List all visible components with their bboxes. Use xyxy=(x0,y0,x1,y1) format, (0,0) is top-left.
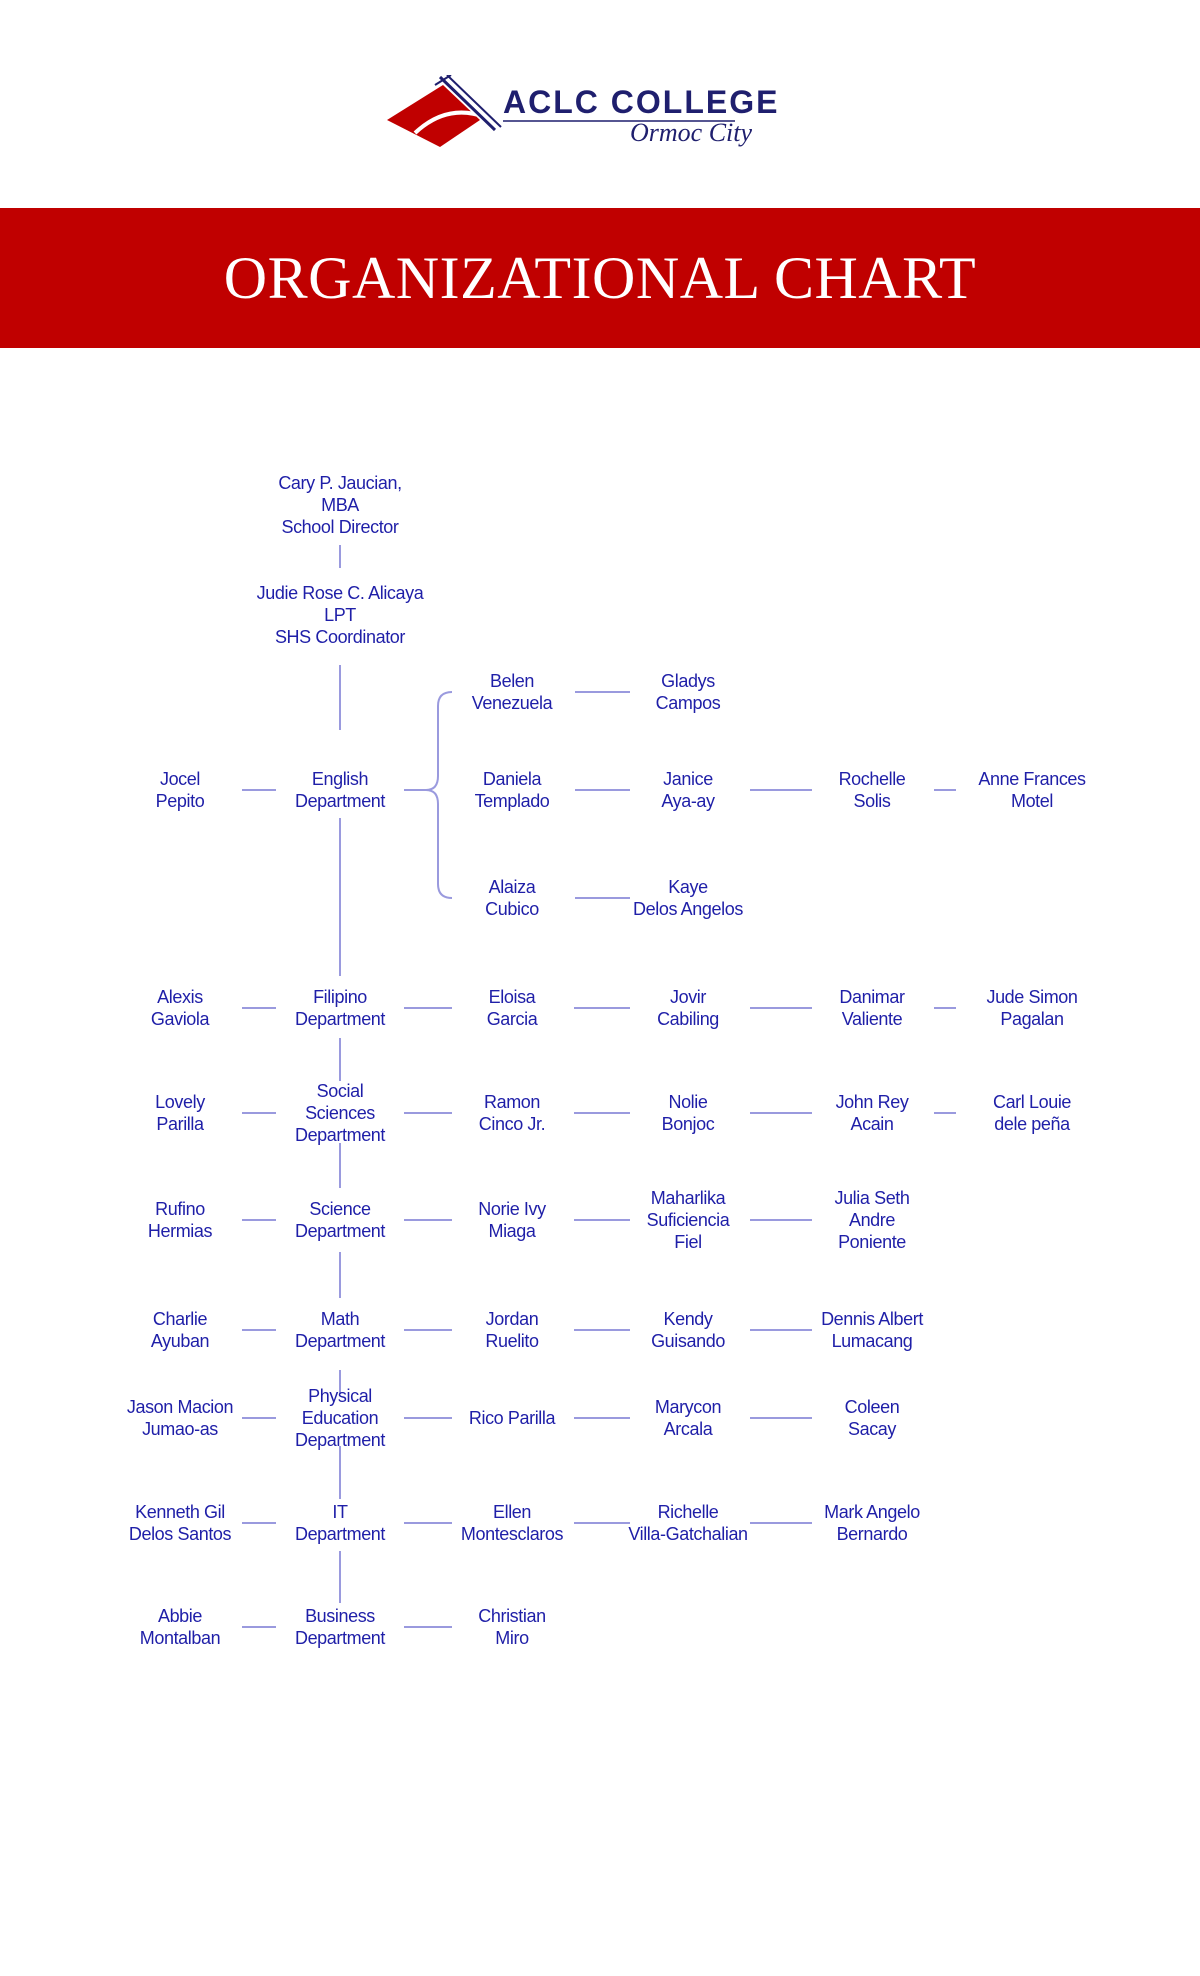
staff-english-0-0-line: Belen xyxy=(489,671,535,691)
department-head-1 xyxy=(151,986,209,1030)
staff-english-1-3-line: Motel xyxy=(1010,791,1054,811)
staff-6-0 xyxy=(461,1501,563,1545)
staff-2-3-line: Carl Louie xyxy=(992,1092,1072,1112)
staff-6-2-line: Mark Angelo xyxy=(824,1502,920,1522)
department-head-6 xyxy=(129,1501,231,1545)
staff-5-1-line: Marycon xyxy=(654,1397,722,1417)
department-head-2-line: Parilla xyxy=(156,1114,204,1134)
department-head-2-line: Lovely xyxy=(155,1092,205,1112)
staff-english-0-1-line: Gladys xyxy=(661,671,715,691)
staff-3-2-line: Julia Seth xyxy=(834,1188,910,1208)
staff-2-2-line: John Rey xyxy=(835,1092,909,1112)
staff-1-0-line: Garcia xyxy=(486,1009,538,1029)
department-head-3-line: Rufino xyxy=(155,1199,205,1219)
staff-3-2-line: Andre xyxy=(848,1210,896,1230)
staff-4-0-line: Ruelito xyxy=(485,1331,539,1351)
staff-2-0-line: Cinco Jr. xyxy=(478,1114,546,1134)
department-head-7-line: Montalban xyxy=(139,1628,221,1648)
department-5-line: Department xyxy=(294,1430,386,1450)
staff-5-0-line: Rico Parilla xyxy=(468,1408,556,1428)
department-5-line: Education xyxy=(301,1408,379,1428)
department-4-line: Department xyxy=(294,1331,386,1351)
staff-4-2-line: Dennis Albert xyxy=(821,1309,923,1329)
staff-2-2-line: Acain xyxy=(850,1114,894,1134)
staff-5-0 xyxy=(469,1407,555,1429)
department-6-line: IT xyxy=(332,1502,348,1522)
staff-english-1-2 xyxy=(839,768,906,812)
staff-6-1-line: Villa-Gatchalian xyxy=(628,1524,748,1544)
department-head-4 xyxy=(151,1308,209,1352)
school-director-line: Cary P. Jaucian, xyxy=(278,473,402,493)
staff-4-1-line: Kendy xyxy=(663,1309,713,1329)
staff-6-1-line: Richelle xyxy=(657,1502,719,1522)
staff-english-2-1 xyxy=(633,876,743,920)
staff-4-2 xyxy=(821,1308,923,1352)
staff-7-0 xyxy=(478,1605,545,1649)
staff-english-0-1-line: Campos xyxy=(655,693,721,713)
staff-1-0 xyxy=(487,986,538,1030)
staff-2-0 xyxy=(479,1091,545,1135)
staff-5-2-line: Coleen xyxy=(844,1397,900,1417)
shs-coordinator-line: LPT xyxy=(324,605,356,625)
staff-6-0-line: Ellen xyxy=(492,1502,532,1522)
staff-3-2 xyxy=(834,1187,909,1253)
department-3 xyxy=(295,1198,385,1242)
staff-2-3 xyxy=(993,1091,1071,1135)
department-0 xyxy=(295,768,385,812)
department-1-line: Department xyxy=(294,1009,386,1029)
staff-3-2-line: Poniente xyxy=(838,1232,906,1252)
staff-6-0-line: Montesclaros xyxy=(460,1524,564,1544)
department-head-7-line: Abbie xyxy=(157,1606,203,1626)
department-head-6-line: Kenneth Gil xyxy=(135,1502,225,1522)
staff-3-1-line: Fiel xyxy=(674,1232,702,1252)
staff-1-0-line: Eloisa xyxy=(488,987,536,1007)
staff-5-1 xyxy=(655,1396,721,1440)
staff-4-1 xyxy=(651,1308,725,1352)
department-head-7 xyxy=(140,1605,220,1649)
department-head-0-line: Pepito xyxy=(155,791,205,811)
department-3-line: Department xyxy=(294,1221,386,1241)
staff-7-0-line: Christian xyxy=(478,1606,546,1626)
staff-1-2-line: Valiente xyxy=(841,1009,903,1029)
staff-3-1 xyxy=(647,1187,730,1253)
department-4 xyxy=(295,1308,385,1352)
staff-english-2-1-line: Kaye xyxy=(668,877,708,897)
staff-english-1-0 xyxy=(475,768,550,812)
staff-english-2-0 xyxy=(485,876,539,920)
page-title: ORGANIZATIONAL CHART xyxy=(223,245,977,311)
staff-1-2-line: Danimar xyxy=(839,987,905,1007)
staff-5-1-line: Arcala xyxy=(663,1419,713,1439)
staff-english-0-0 xyxy=(472,670,552,714)
department-head-4-line: Charlie xyxy=(152,1309,208,1329)
english-bracket xyxy=(426,692,452,898)
department-1-line: Filipino xyxy=(313,987,367,1007)
department-1 xyxy=(295,986,385,1030)
shs-coordinator xyxy=(257,582,424,648)
department-head-3 xyxy=(148,1198,212,1242)
department-2-line: Sciences xyxy=(305,1103,375,1123)
staff-2-1-line: Bonjoc xyxy=(661,1114,715,1134)
staff-1-1-line: Jovir xyxy=(669,987,706,1007)
shs-coordinator-line: SHS Coordinator xyxy=(274,627,406,647)
staff-5-2 xyxy=(845,1396,900,1440)
staff-english-2-0-line: Alaiza xyxy=(488,877,536,897)
staff-6-2-line: Bernardo xyxy=(836,1524,908,1544)
staff-english-2-0-line: Cubico xyxy=(485,899,539,919)
department-head-2 xyxy=(155,1091,205,1135)
brand-name: ACLC COLLEGE xyxy=(503,84,780,120)
department-4-line: Math xyxy=(320,1309,360,1329)
department-3-line: Science xyxy=(309,1199,371,1219)
staff-english-0-1 xyxy=(656,670,721,714)
staff-2-2 xyxy=(836,1091,909,1135)
staff-1-3-line: Pagalan xyxy=(1000,1009,1064,1029)
department-5 xyxy=(295,1385,385,1451)
staff-2-1-line: Nolie xyxy=(668,1092,708,1112)
department-head-5-line: Jumao-as xyxy=(142,1419,218,1439)
staff-english-1-3 xyxy=(978,768,1085,812)
shs-coordinator-line: Judie Rose C. Alicaya xyxy=(256,583,424,603)
staff-2-0-line: Ramon xyxy=(483,1092,541,1112)
department-head-1-line: Gaviola xyxy=(150,1009,210,1029)
staff-6-2 xyxy=(824,1501,920,1545)
staff-4-0-line: Jordan xyxy=(485,1309,539,1329)
staff-1-3 xyxy=(986,986,1077,1030)
staff-1-1-line: Cabiling xyxy=(657,1009,719,1029)
department-6 xyxy=(295,1501,385,1545)
staff-english-1-1 xyxy=(661,768,714,812)
staff-4-1-line: Guisando xyxy=(651,1331,725,1351)
staff-5-2-line: Sacay xyxy=(847,1419,897,1439)
department-head-5 xyxy=(127,1396,233,1440)
staff-3-0 xyxy=(478,1198,545,1242)
staff-2-3-line: dele peña xyxy=(994,1114,1070,1134)
school-director-line: School Director xyxy=(281,517,399,537)
staff-2-1 xyxy=(662,1091,715,1135)
staff-3-0-line: Miaga xyxy=(488,1221,536,1241)
staff-1-2 xyxy=(839,986,904,1030)
brand-location: Ormoc City xyxy=(630,118,753,147)
department-head-5-line: Jason Macion xyxy=(126,1397,234,1417)
department-0-line: English xyxy=(311,769,369,789)
department-2-line: Social xyxy=(316,1081,364,1101)
department-2 xyxy=(295,1080,385,1146)
department-head-0 xyxy=(156,768,205,812)
school-director xyxy=(278,472,401,538)
department-2-line: Department xyxy=(294,1125,386,1145)
staff-english-1-0-line: Templado xyxy=(474,791,550,811)
staff-english-1-2-line: Rochelle xyxy=(838,769,906,789)
staff-3-0-line: Norie Ivy xyxy=(478,1199,546,1219)
staff-english-1-1-line: Aya-ay xyxy=(661,791,715,811)
department-head-6-line: Delos Santos xyxy=(128,1524,232,1544)
department-head-0-line: Jocel xyxy=(159,769,201,789)
department-7-line: Department xyxy=(294,1628,386,1648)
department-head-3-line: Hermias xyxy=(147,1221,213,1241)
department-head-4-line: Ayuban xyxy=(150,1331,210,1351)
staff-6-1 xyxy=(628,1501,747,1545)
staff-english-1-2-line: Solis xyxy=(853,791,891,811)
department-5-line: Physical xyxy=(308,1386,372,1406)
staff-1-1 xyxy=(657,986,719,1030)
staff-3-1-line: Suficiencia xyxy=(646,1210,730,1230)
department-head-1-line: Alexis xyxy=(157,987,203,1007)
school-director-line: MBA xyxy=(321,495,359,515)
staff-english-1-3-line: Anne Frances xyxy=(978,769,1086,789)
department-7-line: Business xyxy=(305,1606,375,1626)
department-7 xyxy=(295,1605,385,1649)
staff-english-0-0-line: Venezuela xyxy=(471,693,553,713)
staff-english-2-1-line: Delos Angelos xyxy=(633,899,743,919)
staff-1-3-line: Jude Simon xyxy=(986,987,1078,1007)
staff-english-1-1-line: Janice xyxy=(663,769,713,789)
department-6-line: Department xyxy=(294,1524,386,1544)
staff-3-1-line: Maharlika xyxy=(650,1188,726,1208)
staff-4-0 xyxy=(485,1308,538,1352)
staff-english-1-0-line: Daniela xyxy=(482,769,542,789)
staff-7-0-line: Miro xyxy=(495,1628,529,1648)
staff-4-2-line: Lumacang xyxy=(831,1331,913,1351)
department-0-line: Department xyxy=(294,791,386,811)
